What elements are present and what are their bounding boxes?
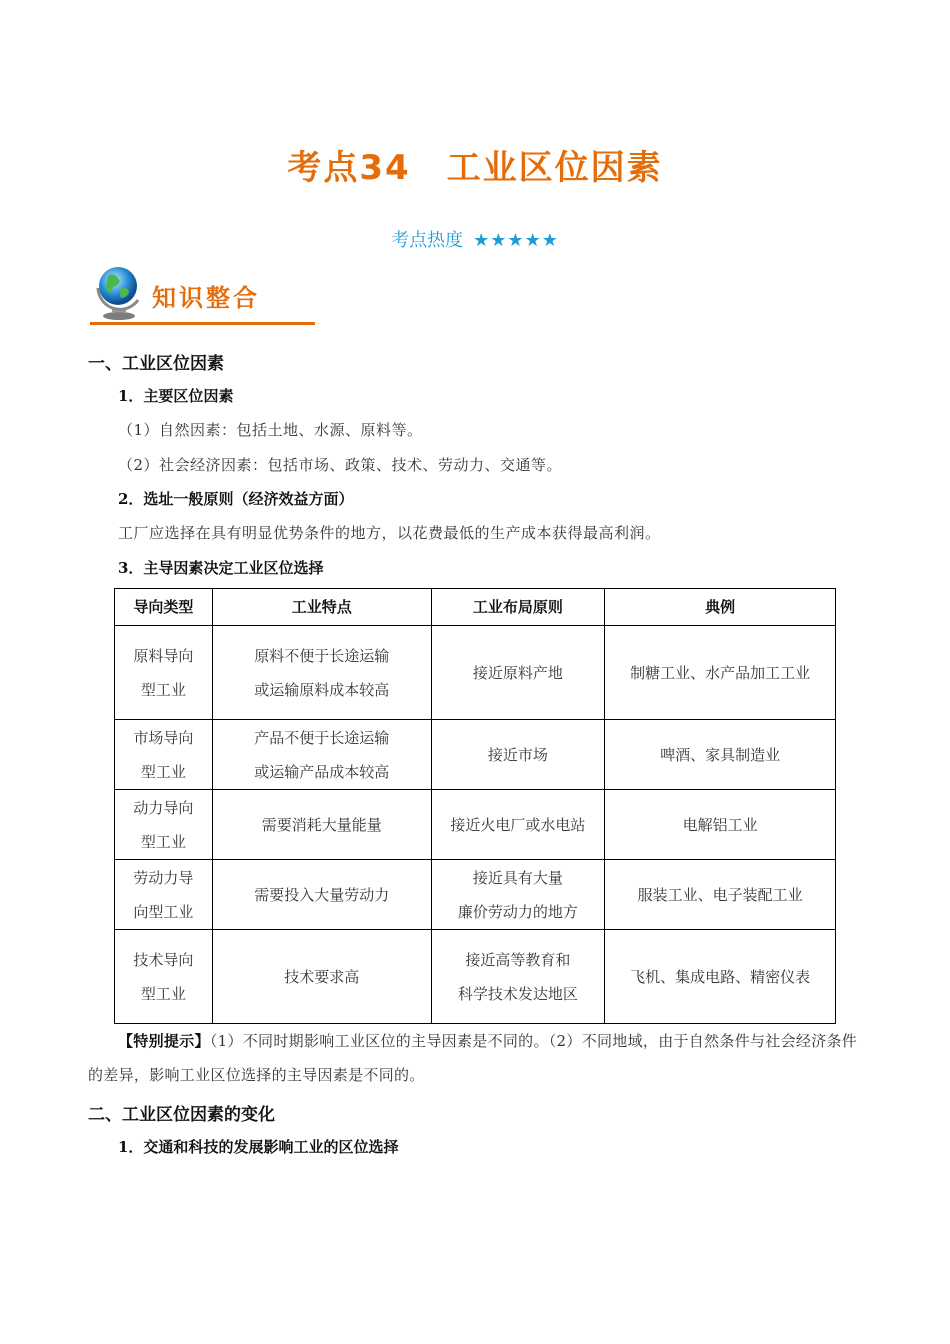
header-feature: 工业特点 xyxy=(212,589,431,626)
cell-type: 市场导向 型工业 xyxy=(115,720,213,790)
cell-principle: 接近高等教育和 科学技术发达地区 xyxy=(431,930,605,1024)
natural-factors-text: （1）自然因素：包括土地、水源、原料等。 xyxy=(118,421,423,439)
header-type: 导向类型 xyxy=(115,589,213,626)
special-note xyxy=(88,1024,868,1092)
cell-type: 技术导向 型工业 xyxy=(115,930,213,1024)
cell-example: 电解铝工业 xyxy=(605,790,836,860)
cell-feature: 产品不便于长途运输 或运输产品成本较高 xyxy=(212,720,431,790)
globe-icon xyxy=(90,262,148,322)
table-row xyxy=(115,720,836,790)
heat-rating xyxy=(0,226,950,252)
banner-title: 知识整合 xyxy=(152,284,260,312)
subheading-main-factors: 1．主要区位因素 xyxy=(118,387,234,405)
knowledge-banner xyxy=(90,262,315,328)
table-row xyxy=(115,626,836,720)
table-row xyxy=(115,860,836,930)
cell-example: 服装工业、电子装配工业 xyxy=(605,860,836,930)
cell-feature: 需要消耗大量能量 xyxy=(212,790,431,860)
page-title: 考点34 工业区位因素 xyxy=(287,148,663,188)
cell-feature: 技术要求高 xyxy=(212,930,431,1024)
note-label: 【特别提示】 xyxy=(118,1032,210,1050)
cell-type: 原料导向 型工业 xyxy=(115,626,213,720)
cell-principle: 接近具有大量 廉价劳动力的地方 xyxy=(431,860,605,930)
table-header-row xyxy=(115,589,836,626)
header-example: 典例 xyxy=(605,589,836,626)
table-row xyxy=(115,790,836,860)
orientation-table xyxy=(114,588,836,1024)
cell-principle: 接近火电厂或水电站 xyxy=(431,790,605,860)
heat-stars: ★★★★★ xyxy=(473,230,559,251)
subheading-transport-tech: 1．交通和科技的发展影响工业的区位选择 xyxy=(118,1138,399,1156)
subheading-dominant-factor: 3．主导因素决定工业区位选择 xyxy=(118,559,324,577)
cell-example: 飞机、集成电路、精密仪表 xyxy=(605,930,836,1024)
cell-feature: 原料不便于长途运输 或运输原料成本较高 xyxy=(212,626,431,720)
siting-principle-text: 工厂应选择在具有明显优势条件的地方，以花费最低的生产成本获得最高利润。 xyxy=(118,524,661,542)
cell-example: 啤酒、家具制造业 xyxy=(605,720,836,790)
table-row xyxy=(115,930,836,1024)
note-text: （1）不同时期影响工业区位的主导因素是不同的。（2）不同地域，由于自然条件与社会经济条件的差异，影响工业区位选择的主导因素是不同的。 xyxy=(88,1032,858,1084)
cell-feature: 需要投入大量劳动力 xyxy=(212,860,431,930)
header-principle: 工业布局原则 xyxy=(431,589,605,626)
banner-underline xyxy=(90,322,315,325)
heat-label: 考点热度 xyxy=(391,230,464,251)
cell-principle: 接近市场 xyxy=(431,720,605,790)
cell-type: 动力导向 型工业 xyxy=(115,790,213,860)
section-heading-1: 一、工业区位因素 xyxy=(88,354,224,374)
cell-example: 制糖工业、水产品加工工业 xyxy=(605,626,836,720)
cell-principle: 接近原料产地 xyxy=(431,626,605,720)
section-heading-2: 二、工业区位因素的变化 xyxy=(88,1105,275,1125)
subheading-siting-principle: 2．选址一般原则（经济效益方面） xyxy=(118,490,354,508)
cell-type: 劳动力导 向型工业 xyxy=(115,860,213,930)
socioeconomic-factors-text: （2）社会经济因素：包括市场、政策、技术、劳动力、交通等。 xyxy=(118,456,563,474)
